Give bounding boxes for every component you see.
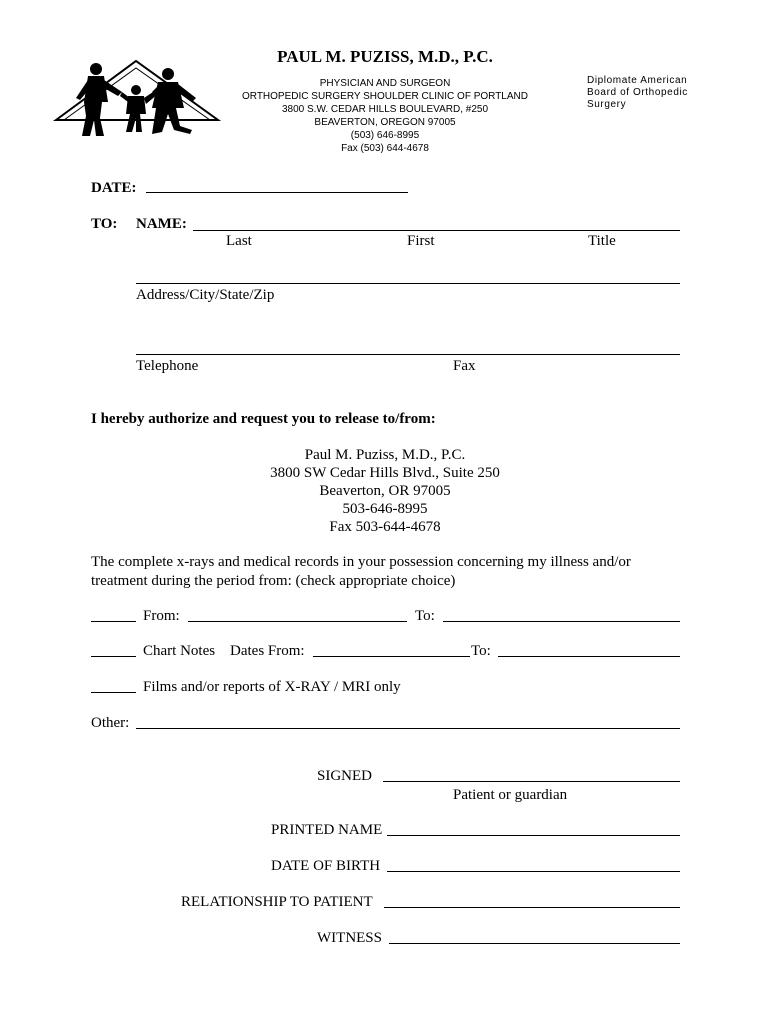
other-label: Other: <box>91 715 130 731</box>
other-field-line[interactable] <box>136 728 680 729</box>
telephone-caption: Telephone <box>136 358 199 374</box>
option-period-to-label: To: <box>415 608 435 624</box>
header-line-2: ORTHOPEDIC SURGERY SHOULDER CLINIC OF PORTLAND <box>242 91 528 102</box>
orthopedic-family-logo <box>52 58 224 142</box>
date-field-line[interactable] <box>146 192 408 193</box>
board-line-3: Surgery <box>587 99 627 110</box>
witness-field-line[interactable] <box>389 943 680 944</box>
telephone-fax-field-line[interactable] <box>136 354 680 355</box>
date-of-birth-field-line[interactable] <box>387 871 680 872</box>
address-caption: Address/City/State/Zip <box>136 287 275 303</box>
header-line-1: PHYSICIAN AND SURGEON <box>319 78 451 89</box>
address-field-line[interactable] <box>136 283 680 284</box>
header-line-5: (503) 646-8995 <box>350 130 420 141</box>
chart-notes-to-label: To: <box>471 643 491 659</box>
signed-label: SIGNED <box>317 768 372 784</box>
period-from-field-line[interactable] <box>188 621 407 622</box>
date-of-birth-label: DATE OF BIRTH <box>271 858 381 874</box>
witness-label: WITNESS <box>317 930 382 946</box>
printed-name-label: PRINTED NAME <box>271 822 383 838</box>
name-label: NAME: <box>136 216 187 232</box>
printed-name-field-line[interactable] <box>387 835 680 836</box>
header-line-6: Fax (503) 644-4678 <box>341 143 429 154</box>
fax-caption: Fax <box>453 358 476 374</box>
recipient-line-4: 503-646-8995 <box>342 501 428 517</box>
recipient-line-5: Fax 503-644-4678 <box>329 519 441 535</box>
name-last-caption: Last <box>226 233 252 249</box>
header-line-3: 3800 S.W. CEDAR HILLS BOULEVARD, #250 <box>281 104 488 115</box>
option-period-from-label: From: <box>143 608 180 624</box>
board-certification <box>587 75 707 111</box>
relationship-field-line[interactable] <box>384 907 680 908</box>
header-line-4: BEAVERTON, OREGON 97005 <box>314 117 456 128</box>
records-text-line-1: The complete x-rays and medical records in your possession concerning my illness and/or <box>91 554 631 570</box>
to-label: TO: <box>91 216 118 232</box>
recipient-line-1: Paul M. Puziss, M.D., P.C. <box>304 447 466 463</box>
recipient-line-3: Beaverton, OR 97005 <box>319 483 451 499</box>
chart-notes-dates-from-label: Dates From: <box>230 643 305 659</box>
relationship-label: RELATIONSHIP TO PATIENT <box>181 894 373 910</box>
name-first-caption: First <box>407 233 435 249</box>
date-label: DATE: <box>91 180 137 196</box>
patient-or-guardian-caption: Patient or guardian <box>453 787 568 803</box>
recipient-line-2: 3800 SW Cedar Hills Blvd., Suite 250 <box>270 465 500 481</box>
option-period-checkbox-line[interactable] <box>91 621 136 622</box>
chart-notes-from-field-line[interactable] <box>313 656 470 657</box>
option-xray-mri-checkbox-line[interactable] <box>91 692 136 693</box>
signed-field-line[interactable] <box>383 781 680 782</box>
chart-notes-label: Chart Notes <box>143 643 216 659</box>
chart-notes-to-field-line[interactable] <box>498 656 680 657</box>
board-line-1: Diplomate American <box>587 75 688 86</box>
name-field-line[interactable] <box>193 230 680 231</box>
option-chart-notes-checkbox-line[interactable] <box>91 656 136 657</box>
name-title-caption: Title <box>588 233 616 249</box>
records-text-line-2: treatment during the period from: (check appropriate choice) <box>91 573 456 589</box>
authorize-statement: I hereby authorize and request you to release to/from: <box>91 411 436 427</box>
xray-mri-label: Films and/or reports of X-RAY / MRI only <box>143 679 401 695</box>
board-line-2: Board of Orthopedic <box>587 87 688 98</box>
period-to-field-line[interactable] <box>443 621 680 622</box>
doctor-name-title: PAUL M. PUZISS, M.D., P.C. <box>277 47 493 66</box>
